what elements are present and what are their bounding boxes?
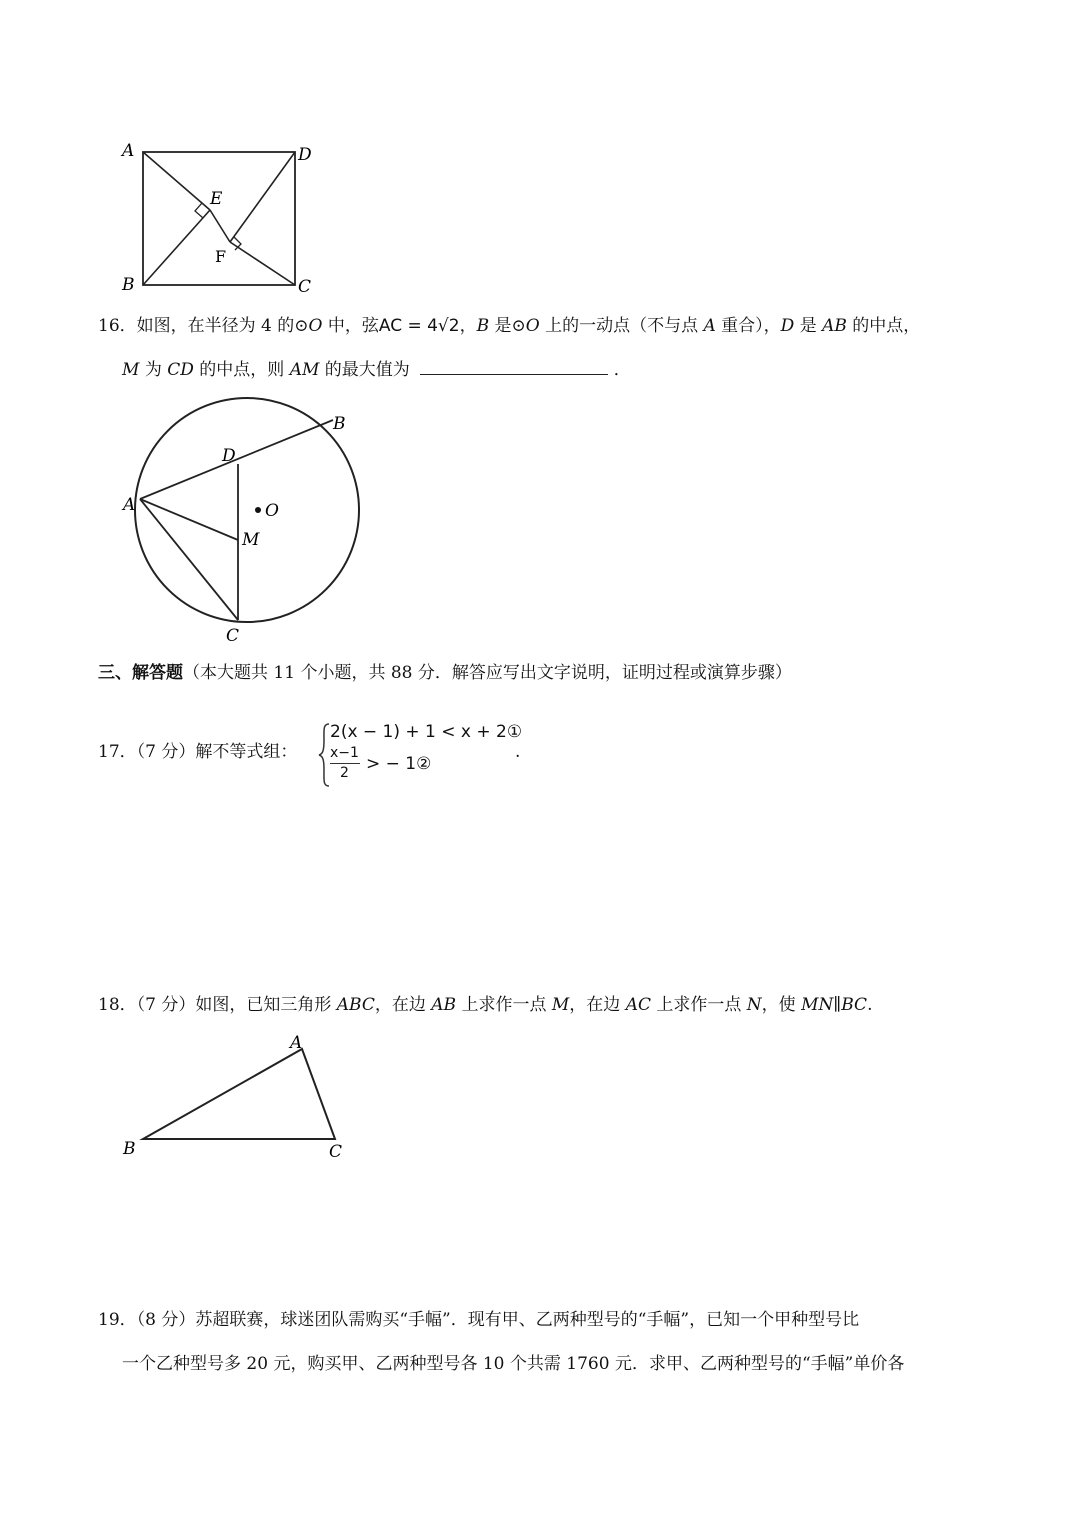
q16-line2 <box>122 358 631 382</box>
label-b: B <box>333 414 346 434</box>
q19-line2: 一个乙种型号多 20 元，购买甲、乙两种型号各 10 个共需 1760 元．求甲、乙两种型号的“手幅”单价各 <box>122 1354 905 1374</box>
q18-mn: MN <box>801 995 834 1015</box>
label-c: C <box>298 277 312 297</box>
fraction-denominator: 2 <box>340 765 349 781</box>
brace-icon <box>318 722 330 788</box>
triangle-abc <box>143 1049 335 1139</box>
q18-line <box>98 993 872 1017</box>
q17-prefix: 17．（7 分）解不等式组： <box>98 742 298 762</box>
q18-abc: ABC <box>336 995 375 1015</box>
q16-d: D <box>780 316 795 336</box>
q18-end: . <box>867 995 873 1015</box>
fraction-bar <box>330 763 360 764</box>
figure-circle <box>115 395 375 650</box>
label-d: D <box>298 145 312 165</box>
q16-cd: CD <box>167 360 194 380</box>
answer-blank[interactable] <box>420 358 608 375</box>
segment-cf <box>230 242 295 285</box>
section-desc: （本大题共 11 个小题，共 88 分．解答应写出文字说明，证明过程或演算步骤） <box>183 663 792 683</box>
q18-text: 上求作一点 <box>650 995 747 1015</box>
q16-text: 中，弦 <box>322 316 379 336</box>
q16-o: O <box>308 316 323 336</box>
q16-line1 <box>98 314 920 338</box>
q16-text: 上的一动点（不与点 <box>539 316 704 336</box>
label-a: A <box>290 1033 303 1053</box>
right-angle-mark-e <box>195 203 203 218</box>
chord-ac-value: AC = 4√2 <box>378 316 460 336</box>
inequality-2 <box>330 745 530 789</box>
q18-text: ，在边 <box>374 995 432 1015</box>
segment-be <box>143 210 210 285</box>
section-title: 三、解答题 <box>98 663 183 683</box>
section-heading <box>98 661 792 685</box>
q18-ac: AC <box>625 995 651 1015</box>
label-f: F <box>215 247 227 266</box>
q16-b: B <box>476 316 490 336</box>
q16-text: ， <box>459 316 477 336</box>
label-b: B <box>122 275 135 295</box>
label-a: A <box>123 495 136 515</box>
figure-square-ef <box>110 130 340 300</box>
fraction-numerator: x−1 <box>330 745 359 761</box>
q16-text: 是 <box>794 316 823 336</box>
inequality-1: 2(x − 1) + 1 < x + 2① <box>330 722 523 742</box>
figure-triangle <box>115 1030 365 1165</box>
q18-text: 上求作一点 <box>456 995 552 1015</box>
label-e: E <box>210 189 223 209</box>
segment-ae <box>143 152 210 210</box>
q18-ab: AB <box>431 995 457 1015</box>
q16-text: 为 <box>139 360 168 380</box>
q16-text: 如图，在半径为 4 的⊙ <box>136 316 309 336</box>
segment-ef <box>210 210 230 242</box>
chord-ac <box>140 499 238 620</box>
inequality-2-rest: > − 1② <box>366 754 432 774</box>
q16-text: 的最大值为 <box>319 360 410 380</box>
q16-end: ． <box>613 360 631 380</box>
q16-text: 重合）， <box>715 316 781 336</box>
label-a: A <box>122 141 135 161</box>
q16-number: 16． <box>98 316 137 336</box>
label-c: C <box>226 626 240 646</box>
chord-ab <box>140 420 333 499</box>
segment-df <box>230 152 295 242</box>
q16-am: AM <box>289 360 320 380</box>
label-c: C <box>329 1142 343 1162</box>
q16-text: 的中点，则 <box>193 360 290 380</box>
label-m: M <box>242 530 260 550</box>
segment-am <box>140 499 238 540</box>
q18-text: ，使 <box>761 995 802 1015</box>
q16-m: M <box>122 360 140 380</box>
q17-end: . <box>515 742 521 762</box>
parallel-symbol: ∥ <box>833 995 842 1015</box>
label-o: O <box>265 501 279 521</box>
q16-ab: AB <box>822 316 847 336</box>
q16-text: 是⊙ <box>489 316 526 336</box>
q18-m: M <box>551 995 570 1015</box>
q18-text: 18．（7 分）如图，已知三角形 <box>98 995 337 1015</box>
q18-text: ，在边 <box>569 995 626 1015</box>
q16-o: O <box>525 316 540 336</box>
center-point <box>255 507 261 513</box>
q16-a: A <box>703 316 716 336</box>
q18-bc: BC <box>841 995 868 1015</box>
label-b: B <box>123 1139 136 1159</box>
q19-line1: 19．（8 分）苏超联赛，球迷团队需购买“手幅”．现有甲、乙两种型号的“手幅”，已知一个甲种型号比 <box>98 1310 860 1330</box>
label-d: D <box>222 446 236 466</box>
q16-text: 的中点， <box>846 316 921 336</box>
q18-n: N <box>746 995 762 1015</box>
